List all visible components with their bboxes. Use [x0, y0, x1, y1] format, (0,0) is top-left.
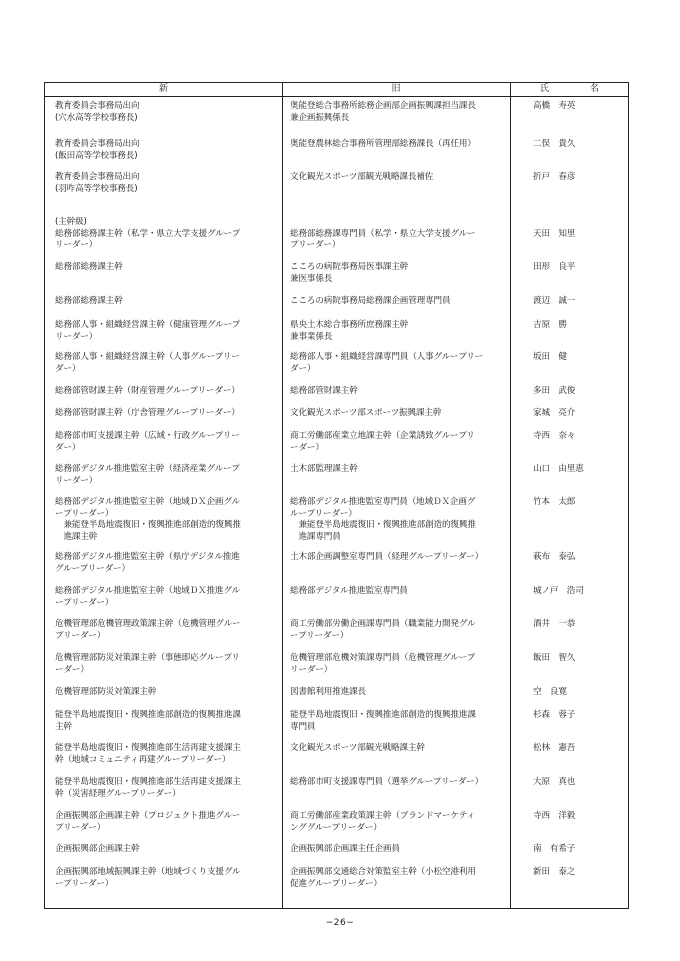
- new-position-line: ープリーダー）: [55, 508, 114, 519]
- new-position-line: ダー）: [55, 363, 81, 374]
- new-position: [55, 101, 281, 124]
- old-position: [290, 464, 515, 476]
- person-name: 天田 知里: [533, 228, 576, 239]
- old-position-line: ーダー）: [290, 442, 324, 453]
- old-position-line: 土木部監理課主幹: [290, 464, 358, 474]
- old-position-line: 奥能登農林総合事務所管理部総務課長（再任用）: [290, 139, 476, 149]
- new-position-line: 危機管理部防災対策課主幹（事態即応グループリ: [55, 653, 240, 663]
- new-position: [55, 172, 281, 195]
- new-position-line: 総務部人事・組織経営課主幹（人事グループリー: [55, 352, 240, 362]
- old-position: [290, 552, 515, 564]
- page-number: −26−: [325, 918, 355, 928]
- new-position: [55, 139, 281, 162]
- new-position: [55, 320, 281, 343]
- person-name: 空 良寛: [533, 687, 567, 697]
- new-position: [55, 431, 281, 454]
- old-position-line: 総務部管財課主幹: [290, 386, 358, 396]
- new-position: [55, 777, 281, 800]
- new-position-line: グループリーダー）: [55, 563, 130, 574]
- header-new: 新: [158, 84, 168, 94]
- old-position-line: こころの病院事務局総務課企画管理専門員: [290, 296, 451, 306]
- old-position: [290, 586, 515, 598]
- old-position-line: [290, 217, 515, 229]
- old-position: [290, 386, 515, 398]
- old-position-line: 文化観光スポーツ部観光戦略課主幹: [290, 743, 425, 753]
- old-position-line: 総務部市町支援課専門員（選挙グループリーダー）: [290, 777, 484, 787]
- new-position: [55, 867, 281, 890]
- person-name: 新田 泰之: [533, 867, 576, 877]
- new-position: [55, 497, 281, 543]
- new-position-line: プリーダー）: [55, 822, 106, 833]
- old-position-line: 兼能登半島地震復旧・復興推進部創造的復興推: [290, 520, 476, 530]
- person-name: 南 有希子: [533, 844, 576, 854]
- new-position: [55, 217, 281, 252]
- new-position-line: (主幹級): [55, 217, 87, 227]
- old-position-line: 奥能登総合事務所総務企画部企画振興課担当課長: [290, 101, 476, 111]
- new-position: [55, 710, 281, 733]
- old-position-line: 能登半島地震復旧・復興推進部創造的復興推進課: [290, 710, 476, 720]
- person-name: 高橋 寿英: [533, 101, 576, 111]
- new-position-line: プリーダー）: [55, 630, 106, 641]
- old-position-line: 文化観光スポーツ部観光戦略課長補佐: [290, 172, 434, 182]
- old-position: [290, 844, 515, 856]
- old-position: [290, 139, 515, 151]
- personnel-table: [44, 82, 629, 909]
- new-position: [55, 352, 281, 375]
- old-position: [290, 619, 515, 642]
- old-position-line: こころの病院事務局医事課主幹: [290, 262, 409, 272]
- old-position-line: 企画振興部交通総合対策監室主幹（小松空港利用: [290, 867, 476, 877]
- old-position-line: 総務部総務課専門員（私学・県立大学支援グルー: [290, 228, 476, 239]
- old-position-line: ンググループリーダー）: [290, 822, 382, 833]
- new-position: [55, 811, 281, 834]
- old-position-line: リーダー）: [290, 664, 333, 675]
- new-position-line: 進課主幹: [55, 531, 98, 542]
- old-position: [290, 687, 515, 699]
- old-position-line: 兼医事係長: [290, 273, 333, 284]
- person-name: 城ノ戸 浩司: [533, 586, 584, 596]
- new-position-line: 能登半島地震復旧・復興推進部創造的復興推進課: [55, 710, 241, 720]
- person-name: 田形 良平: [533, 262, 576, 272]
- old-position-line: 専門員: [290, 721, 316, 732]
- old-position-line: 土木部企画調整室専門員（経理グループリーダー）: [290, 552, 484, 562]
- old-position-line: 促進グループリーダー）: [290, 878, 382, 889]
- header-name: [510, 83, 630, 96]
- new-position-line: 総務部デジタル推進監室主幹（県庁デジタル推進: [55, 552, 240, 562]
- new-position: [55, 687, 281, 699]
- old-position: [290, 320, 515, 343]
- new-position-line: 企画振興部企画課主幹: [55, 844, 140, 854]
- new-position-line: (穴水高等学校事務長): [55, 112, 138, 123]
- new-position-line: ープリーダー）: [55, 597, 114, 608]
- old-position-line: 県央土木総合事務所庶務課主幹: [290, 320, 409, 330]
- new-position: [55, 408, 281, 420]
- person-name: 多田 武俊: [533, 386, 576, 396]
- new-position-line: 教育委員会事務局出向: [55, 139, 140, 149]
- old-position-line: ループリーダー）: [290, 508, 357, 519]
- old-position-line: プリーダー）: [290, 240, 341, 250]
- person-name: 寺西 洋毅: [533, 811, 576, 821]
- old-position-line: 総務部デジタル推進監室専門員: [290, 586, 408, 596]
- old-position: [290, 653, 515, 676]
- new-position-line: ダー）: [55, 442, 81, 453]
- new-position-line: 教育委員会事務局出向: [55, 172, 140, 182]
- old-position: [290, 408, 515, 420]
- person-name: 坂田 健: [533, 352, 567, 362]
- new-position-line: 総務部総務課主幹: [55, 296, 123, 306]
- new-position-line: 兼能登半島地震復旧・復興推進部創造的復興推: [55, 520, 241, 530]
- new-position: [55, 552, 281, 575]
- new-position-line: 総務部人事・組織経営課主幹（健康管理グループ: [55, 320, 241, 330]
- new-position: [55, 586, 281, 609]
- new-position: [55, 262, 281, 274]
- new-position-line: 危機管理部防災対策課主幹: [55, 687, 157, 697]
- new-position: [55, 296, 281, 308]
- header-old: 旧: [391, 84, 401, 94]
- old-position-line: 兼事業係長: [290, 331, 333, 342]
- new-position-line: ープリーダー）: [55, 878, 114, 889]
- old-position: [290, 497, 515, 543]
- new-position-line: (羽咋高等学校事務長): [55, 183, 138, 194]
- old-position-line: 危機管理部危機対策課専門員（危機管理グループ: [290, 653, 476, 663]
- new-position-line: 能登半島地震復旧・復興推進部生活再建支援課主: [55, 743, 241, 753]
- old-position-line: ープリーダー）: [290, 630, 349, 641]
- new-position-line: (飯田高等学校事務長): [55, 150, 138, 161]
- new-position: [55, 653, 281, 676]
- new-position-line: ーダー）: [55, 664, 89, 675]
- header-name-2: 名: [590, 84, 600, 94]
- old-position: [290, 352, 515, 375]
- old-position: [290, 217, 515, 252]
- person-name: 大原 真也: [533, 777, 576, 787]
- new-position-line: 総務部デジタル推進監室主幹（経済産業グループ: [55, 464, 240, 474]
- old-position-line: 企画振興部企画課主任企画員: [290, 844, 400, 854]
- person-name: 家城 亮介: [533, 408, 576, 418]
- person-name: 飯田 智久: [533, 653, 576, 663]
- new-position: [55, 619, 281, 642]
- header-name-1: 氏: [540, 84, 550, 94]
- old-position: [290, 262, 515, 285]
- new-position-line: 企画振興部企画課主幹（プロジェクト推進グルー: [55, 811, 241, 821]
- old-position-line: 進課専門員: [290, 531, 341, 542]
- person-name: 杉森 蓉子: [533, 710, 576, 720]
- column-divider-new-old: [282, 83, 283, 908]
- person-name: 松林 憲吾: [533, 743, 576, 753]
- old-position-line: 文化観光スポーツ部スポーツ振興課主幹: [290, 408, 442, 418]
- new-position: [55, 844, 281, 856]
- new-position: [55, 464, 281, 487]
- old-position-line: ダー）: [290, 363, 316, 374]
- old-position-line: 総務部人事・組織経営課専門員（人事グループリー: [290, 352, 484, 362]
- old-position-line: 商工労働部労働企画課専門員（職業能力開発グル: [290, 619, 476, 629]
- new-position-line: リーダー）: [55, 331, 98, 342]
- new-position-line: 幹（地域コミュニティ再建グループリーダー）: [55, 754, 231, 765]
- new-position-line: 総務部デジタル推進監室主幹（地域ＤＸ推進グル: [55, 586, 240, 596]
- new-position-line: リーダー）: [55, 240, 98, 250]
- person-name: 渡辺 誠一: [533, 296, 576, 306]
- old-position: [290, 101, 515, 124]
- new-position: [55, 386, 281, 398]
- person-name: 萩布 泰弘: [533, 552, 576, 562]
- person-name: 折戸 春彦: [533, 172, 576, 182]
- new-position: [55, 743, 281, 766]
- new-position-line: 総務部管財課主幹（財産管理グループリーダー）: [55, 386, 240, 396]
- new-position-line: 教育委員会事務局出向: [55, 101, 140, 111]
- new-position-line: 総務部市町支援課主幹（広域・行政グループリー: [55, 431, 240, 441]
- person-name: 山口 由里恵: [533, 464, 584, 474]
- old-position: [290, 811, 515, 834]
- new-position-line: 総務部総務課主幹: [55, 262, 123, 272]
- new-position-line: 総務部管財課主幹（庁舎管理グループリーダー）: [55, 408, 240, 418]
- old-position-line: 商工労働部産業政策課主幹（ブランドマーケティ: [290, 811, 475, 821]
- old-position: [290, 743, 515, 755]
- old-position: [290, 867, 515, 890]
- new-position-line: 危機管理部危機管理政策課主幹（危機管理グルー: [55, 619, 241, 629]
- old-position-line: 商工労働部産業立地課主幹（企業誘致グループリ: [290, 431, 475, 441]
- person-name: 二俣 貴久: [533, 139, 576, 149]
- new-position-line: 主幹: [55, 721, 72, 732]
- header-divider: [45, 96, 628, 97]
- old-position: [290, 710, 515, 733]
- old-position: [290, 172, 515, 184]
- person-name: 寺西 奈々: [533, 431, 576, 441]
- new-position-line: 企画振興部地域振興課主幹（地域づくり支援グル: [55, 867, 241, 877]
- new-position-line: リーダー）: [55, 475, 98, 486]
- new-position-line: 幹（災害経理グループリーダー）: [55, 788, 181, 799]
- old-position: [290, 296, 515, 308]
- new-position-line: 総務部総務課主幹（私学・県立大学支援グループ: [55, 228, 241, 239]
- old-position-line: 総務部デジタル推進監室専門員（地域ＤＸ企画グ: [290, 497, 476, 507]
- old-position: [290, 431, 515, 454]
- old-position: [290, 777, 515, 789]
- person-name: 酒井 一恭: [533, 619, 576, 629]
- new-position-line: 総務部デジタル推進監室主幹（地域ＤＸ企画グル: [55, 497, 240, 507]
- person-name: 竹本 太郎: [533, 497, 576, 507]
- new-position-line: 能登半島地震復旧・復興推進部生活再建支援課主: [55, 777, 241, 787]
- old-position-line: 兼企画振興係長: [290, 112, 350, 123]
- person-name: 吉原 勝: [533, 320, 567, 330]
- old-position-line: 図書館利用推進課長: [290, 687, 366, 697]
